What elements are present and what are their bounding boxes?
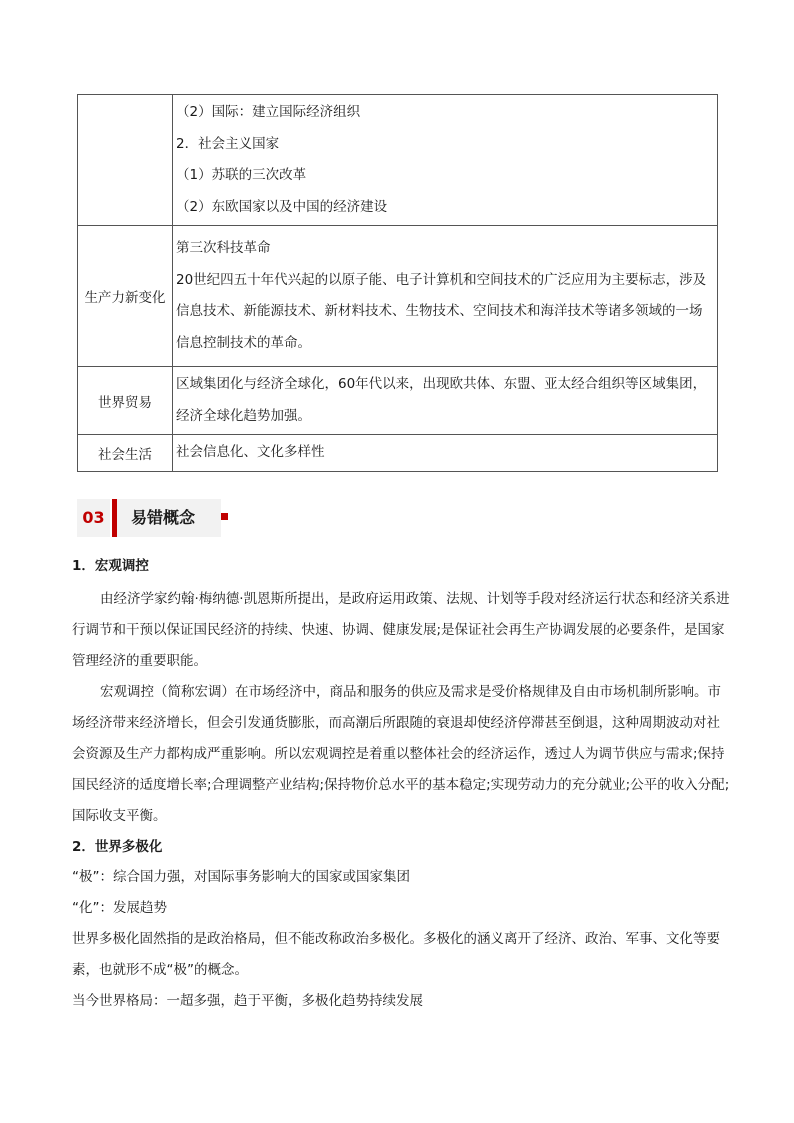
- table-line-title: 第三次科技革命: [176, 240, 271, 256]
- concept-paragraph: 由经济学家约翰·梅纳德·凯恩斯所提出，是政府运用政策、法规、计划等手段对经济运行状态和经济关系进行调节和干预以保证国民经济的持续、快速、协调、健康发展;是保证社会再生产协调发展的必要条件，是国家管理经济的重要职能。: [72, 591, 730, 669]
- table-row: [78, 435, 718, 472]
- table-content-cell: [173, 435, 718, 472]
- table-category-cell: 生产力新变化: [78, 226, 173, 367]
- table-line: （2）国际：建立国际经济组织: [176, 104, 361, 120]
- summary-table: [77, 94, 718, 472]
- section-number: 03: [77, 499, 110, 537]
- concept-line: “化”：发展趋势: [72, 900, 167, 916]
- section-title: 易错概念: [117, 499, 221, 537]
- table-content-cell: [173, 367, 718, 435]
- section-header: [77, 499, 237, 537]
- table-line: （2）东欧国家以及中国的经济建设: [176, 198, 388, 215]
- square-bullet-icon: [221, 513, 228, 520]
- concept-paragraph: 宏观调控（简称宏调）在市场经济中，商品和服务的供应及需求是受价格规律及自由市场机制所影响。市场经济带来经济增长，但会引发通货膨胀，而高潮后所跟随的衰退却使经济停滞甚至倒退，这种周期波动对社会资源及生产力都构成严重影响。所以宏观调控是着重以整体社会的经济运作，透过人为调节供应与需求;保持国民经济的适度增长率;合理调整产业结构;保持物价总水平的基本稳定;实现劳动力的充分就业;公平的收入分配;国际收支平衡。: [72, 684, 730, 824]
- table-category-cell: [78, 95, 173, 226]
- concept-line: 当今世界格局：一超多强，趋于平衡，多极化趋势持续发展: [72, 993, 423, 1009]
- concept-macro-control: [72, 553, 732, 832]
- concept-line: “极”：综合国力强，对国际事务影响大的国家或国家集团: [72, 869, 410, 885]
- table-content-cell: [173, 226, 718, 367]
- table-content-cell: [173, 95, 718, 226]
- table-row: [78, 226, 718, 367]
- table-row: [78, 95, 718, 226]
- table-paragraph: 20世纪四五十年代兴起的以原子能、电子计算机和空间技术的广泛应用为主要标志，涉及信息技术、新能源技术、新材料技术、生物技术、空间技术和海洋技术等诸多领域的一场信息控制技术的革命。: [176, 271, 707, 351]
- table-line: 2．社会主义国家: [176, 135, 280, 152]
- concept-paragraph: 世界多极化固然指的是政治格局，但不能改称政治多极化。多极化的涵义离开了经济、政治、军事、文化等要素，也就形不成“极”的概念。: [72, 931, 720, 978]
- table-category-cell: 世界贸易: [78, 367, 173, 435]
- table-category-cell: 社会生活: [78, 435, 173, 472]
- concept-multipolarity: [72, 834, 732, 1017]
- table-line: （1）苏联的三次改革: [176, 167, 307, 183]
- concept-heading: 2．世界多极化: [72, 839, 163, 855]
- table-row: [78, 367, 718, 435]
- concept-heading: 1．宏观调控: [72, 558, 149, 574]
- table-line: 社会信息化、文化多样性: [176, 444, 325, 460]
- table-paragraph: 区域集团化与经济全球化，60年代以来，出现欧共体、东盟、亚太经合组织等区域集团，经济全球化趋势加强。: [176, 376, 707, 424]
